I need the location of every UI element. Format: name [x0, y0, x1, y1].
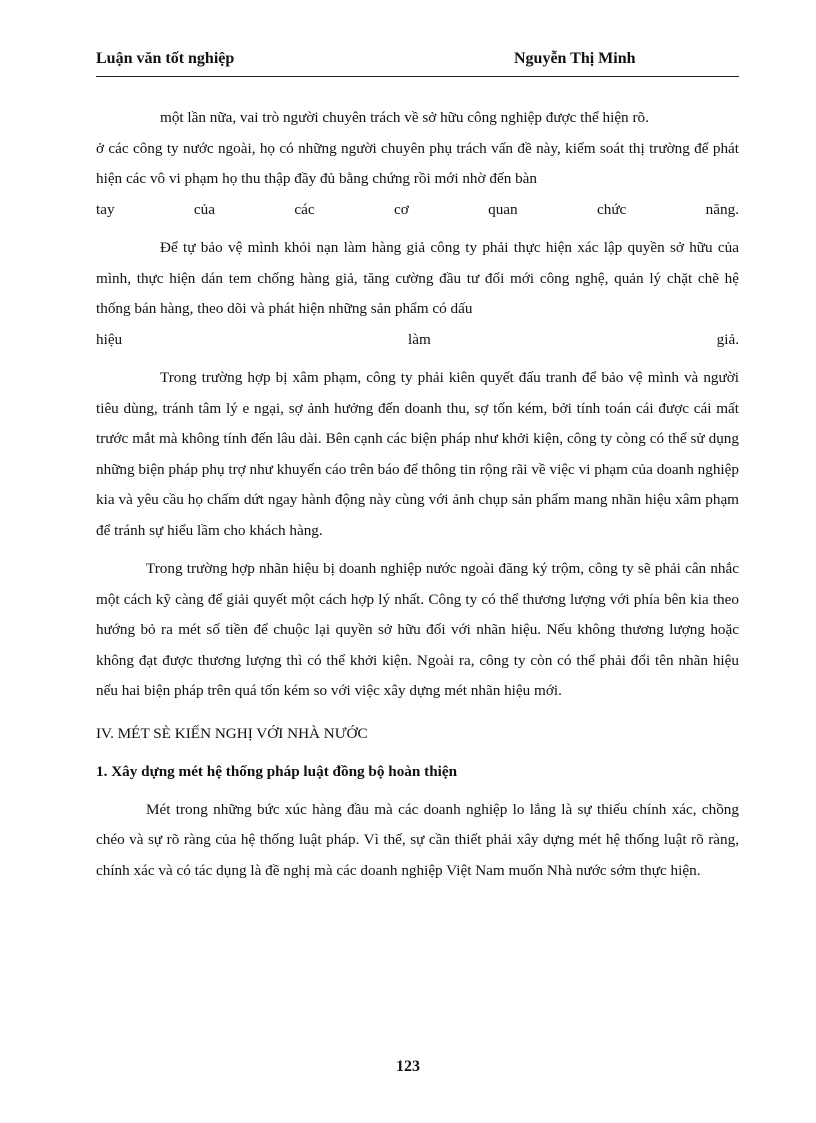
paragraph-5: Mét trong những bức xúc hàng đầu mà các doanh nghiệp lo lắng là sự thiếu chính xác, chồng chéo và sự rõ ràng của hệ thống luật pháp. Vì thế, sự cần thiết phải xây dựng mét hệ thống luật rõ ràng, chính xác và có tác dụng là đề nghị mà các doanh nghiệp Việt Nam muốn Nhà nước sớm thực hiện.: [96, 800, 739, 879]
page-body: [96, 103, 739, 886]
paragraph-1-line-1: một lần nữa, vai trò người chuyên trách về sở hữu công nghiệp được thể hiện rõ.: [160, 109, 649, 126]
header-author: Nguyễn Thị Minh: [514, 50, 636, 67]
paragraph-2: Để tự bảo vệ mình khỏi nạn làm hàng giả công ty phải thực hiện xác lập quyền sở hữu của mình, thực hiện dán tem chống hàng giả, tăng cường đầu tư đổi mới công nghệ, quản lý chặt chẽ hệ thống bán hàng, theo dõi và phát hiện những sản phẩm có dấu: [96, 239, 739, 317]
page-header: [96, 50, 739, 77]
paragraph-3: Trong trường hợp bị xâm phạm, công ty phải kiên quyết đấu tranh để bảo vệ mình và người tiêu dùng, tránh tâm lý e ngại, sợ ảnh hưởng đến doanh thu, sợ tốn kém, bởi tính toán cái được cái mất trước mắt mà không tính đến lâu dài. Bên cạnh các biện pháp như khởi kiện, công ty còng có thể sử dụng những biện pháp phụ trợ như khuyến cáo trên báo để thông tin rộng rãi về việc vi phạm của doanh nghiệp kia và yêu cầu họ chấm dứt ngay hành động này cùng với ảnh chụp sản phẩm mang nhãn hiệu xâm phạm để tránh sự hiểu lầm cho khách hàng.: [96, 369, 739, 539]
page-number: 123: [396, 1058, 420, 1075]
paragraph-1-last-line: tay của các cơ quan chức năng.: [96, 200, 739, 218]
paragraph-4: Trong trường hợp nhãn hiệu bị doanh nghiệp nước ngoài đăng ký trộm, công ty sẽ phải cân nhắc một cách kỹ càng để giải quyết một cách hợp lý nhất. Công ty có thể thương lượng với phía bên kia theo hướng bỏ ra mét số tiền để chuộc lại quyền sở hữu đối với nhãn hiệu. Nếu không thương lượng hoặc không đạt được thương lượng thì có thể khởi kiện. Ngoài ra, công ty còn có thể phải đổi tên nhãn hiệu nếu hai biện pháp trên quá tốn kém so với việc xây dựng mét nhãn hiệu mới.: [96, 560, 739, 699]
subsection-heading: 1. Xây dựng mét hệ thống pháp luật đồng bộ hoàn thiện: [96, 762, 458, 780]
header-thesis-title: Luận văn tốt nghiệp: [96, 50, 235, 67]
section-heading: IV. MÉT SÈ KIẾN NGHỊ VỚI NHÀ NƯỚC: [96, 724, 368, 742]
paragraph-2-last-line: hiệu làm giả.: [96, 330, 739, 348]
paragraph-1-continuation: ở các công ty nước ngoài, họ có những người chuyên phụ trách vấn đề này, kiểm soát thị trường để phát hiện các vô vi phạm họ thu thập đầy đủ bằng chứng rồi mới nhờ đến bàn: [96, 139, 739, 187]
